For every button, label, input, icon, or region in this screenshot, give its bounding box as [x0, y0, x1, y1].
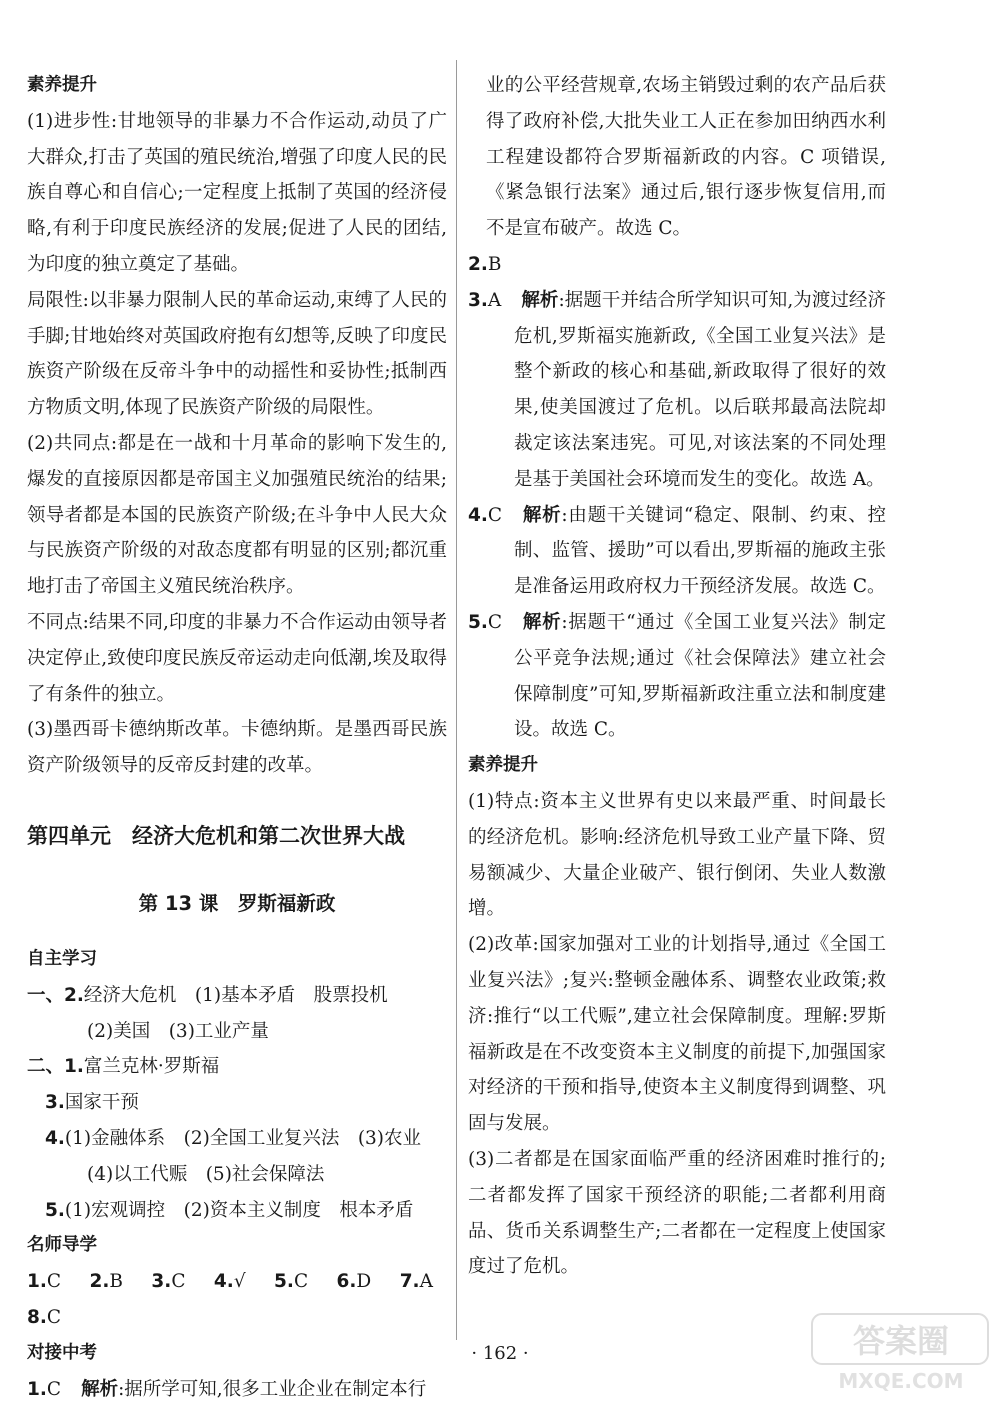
- mc-item: 3.C: [151, 1271, 185, 1292]
- answer-text: (1)金融体系 (2)全国工业复兴法 (3)农业: [65, 1128, 421, 1149]
- question-1-continued: 业的公平经营规章,农场主销毁过剩的农产品后获得了政府补偿,大批失业工人正在参加田纳西水利工程建设都符合罗斯福新政的内容。C 项错误,《紧急银行法案》通过后,银行逐步恢复信用,而不是宣布破产。故选 C。: [468, 68, 886, 247]
- answer-text: 经济大危机 (1)基本矛盾 股票投机: [84, 985, 388, 1006]
- item-number: 一、2.: [27, 985, 84, 1006]
- answer-line-2: [27, 1049, 447, 1085]
- mc-item: 7.A: [400, 1271, 433, 1292]
- answer-line-1-cont: (2)美国 (3)工业产量: [27, 1014, 447, 1050]
- answer-text: 国家干预: [65, 1092, 139, 1113]
- mc-item: 5.C: [274, 1271, 308, 1292]
- paragraph-new-deal-reform: (2)改革:国家加强对工业的计划指导,通过《全国工业复兴法》;复兴:整顿金融体系、调整农业政策;救济:推行“以工代赈”,建立社会保障制度。理解:罗斯福新政是在不改变资本主义制度的前提下,加强国家对经济的干预和指导,使资本主义制度得到调整、巩固与发展。: [468, 927, 886, 1142]
- left-column: [27, 68, 447, 1407]
- section-heading-suyang-right: 素养提升: [468, 748, 886, 784]
- mc-item: 8.C: [27, 1307, 61, 1328]
- mc-item: 6.D: [337, 1271, 372, 1292]
- analysis-label: 解析: [522, 612, 561, 633]
- paragraph-differences: 不同点:结果不同,印度的非暴力不合作运动由领导者决定停止,致使印度民族反帝运动走向低潮,埃及取得了有条件的独立。: [27, 605, 447, 712]
- watermark-logo: [810, 1310, 992, 1396]
- analysis-label: 解析: [521, 290, 558, 311]
- question-5: 5.C 解析:据题干“通过《全国工业复兴法》制定公平竞争法规;通过《社会保障法》建立社会保障制度”可知,罗斯福新政注重立法和制度建设。故选 C。: [468, 605, 886, 748]
- section-heading-suyang: 素养提升: [27, 68, 447, 104]
- page-number: · 162 ·: [0, 1343, 1000, 1364]
- right-column: [468, 68, 886, 1285]
- paragraph-common-points: (2)共同点:都是在一战和十月革命的影响下发生的,爆发的直接原因都是帝国主义加强殖民统治的结果;领导者都是本国的民族资产阶级;在斗争中人民大众与民族资产阶级的对敌态度都有明显的区别;都沉重地打击了帝国主义殖民统治秩序。: [27, 426, 447, 605]
- paragraph-limitations: 局限性:以非暴力限制人民的革命运动,束缚了人民的手脚;甘地始终对英国政府抱有幻想等,反映了印度民族资产阶级在反帝斗争中的动摇性和妥协性;抵制西方物质文明,体现了民族资产阶级的局限性。: [27, 283, 447, 426]
- mc-item: 4.√: [214, 1271, 246, 1292]
- column-divider: [456, 60, 457, 1340]
- item-number: 二、1.: [27, 1056, 84, 1077]
- section-heading-mingshi: 名师导学: [27, 1228, 447, 1264]
- question-1-start: 1.C 解析:据所学可知,很多工业企业在制定本行: [27, 1372, 447, 1407]
- answer-line-1: [27, 978, 447, 1014]
- lesson-title: 第 13 课 罗斯福新政: [27, 886, 447, 922]
- question-3: 3.A 解析:据题干并结合所学知识可知,为渡过经济危机,罗斯福实施新政,《全国工业复兴法》是整个新政的核心和基础,新政取得了很好的效果,使美国渡过了危机。以后联邦最高法院却裁定该法案违宪。可见,对该法案的不同处理是基于美国社会环境而发生的变化。故选 A。: [468, 283, 886, 498]
- watermark-bottom-text: MXQE.COM: [838, 1369, 963, 1393]
- section-heading-zizhu: 自主学习: [27, 942, 447, 978]
- mc-item: 1.C: [27, 1271, 61, 1292]
- answer-line-5: [27, 1193, 447, 1229]
- analysis-label: 解析: [522, 505, 561, 526]
- question-2: 2.B: [468, 247, 886, 283]
- paragraph-crisis-features: (1)特点:资本主义世界有史以来最严重、时间最长的经济危机。影响:经济危机导致工业产量下降、贸易额减少、大量企业破产、银行倒闭、失业人数激增。: [468, 784, 886, 927]
- multiple-choice-answers: [27, 1264, 447, 1336]
- answer-text: 富兰克林·罗斯福: [84, 1056, 219, 1077]
- paragraph-comparison: (3)二者都是在国家面临严重的经济困难时推行的;二者都发挥了国家干预经济的职能;二者都利用商品、货币关系调整生产;二者都在一定程度上使国家度过了危机。: [468, 1142, 886, 1285]
- section-heading-duijie: 对接中考: [27, 1336, 447, 1372]
- watermark-top-text: 答案圈: [853, 1322, 949, 1360]
- mc-item: 2.B: [89, 1271, 123, 1292]
- question-4: 4.C 解析:由题干关键词“稳定、限制、约束、控制、监管、援助”可以看出,罗斯福的施政主张是准备运用政府权力干预经济发展。故选 C。: [468, 498, 886, 605]
- item-number: 4.: [45, 1128, 65, 1149]
- answer-line-3: [27, 1085, 447, 1121]
- answer-line-4-cont: (4)以工代赈 (5)社会保障法: [27, 1157, 447, 1193]
- item-number: 5.: [45, 1200, 65, 1221]
- answer-line-4: [27, 1121, 447, 1157]
- item-number: 3.: [45, 1092, 65, 1113]
- paragraph-mexico-reform: (3)墨西哥卡德纳斯改革。卡德纳斯。是墨西哥民族资产阶级领导的反帝反封建的改革。: [27, 712, 447, 784]
- paragraph-progressiveness: (1)进步性:甘地领导的非暴力不合作运动,动员了广大群众,打击了英国的殖民统治,增强了印度人民的民族自尊心和自信心;一定程度上抵制了英国的经济侵略,有利于印度民族经济的发展;促进了人民的团结,为印度的独立奠定了基础。: [27, 104, 447, 283]
- analysis-label: 解析: [81, 1379, 118, 1400]
- unit-title: 第四单元 经济大危机和第二次世界大战: [27, 818, 447, 854]
- answer-text: (1)宏观调控 (2)资本主义制度 根本矛盾: [65, 1200, 413, 1221]
